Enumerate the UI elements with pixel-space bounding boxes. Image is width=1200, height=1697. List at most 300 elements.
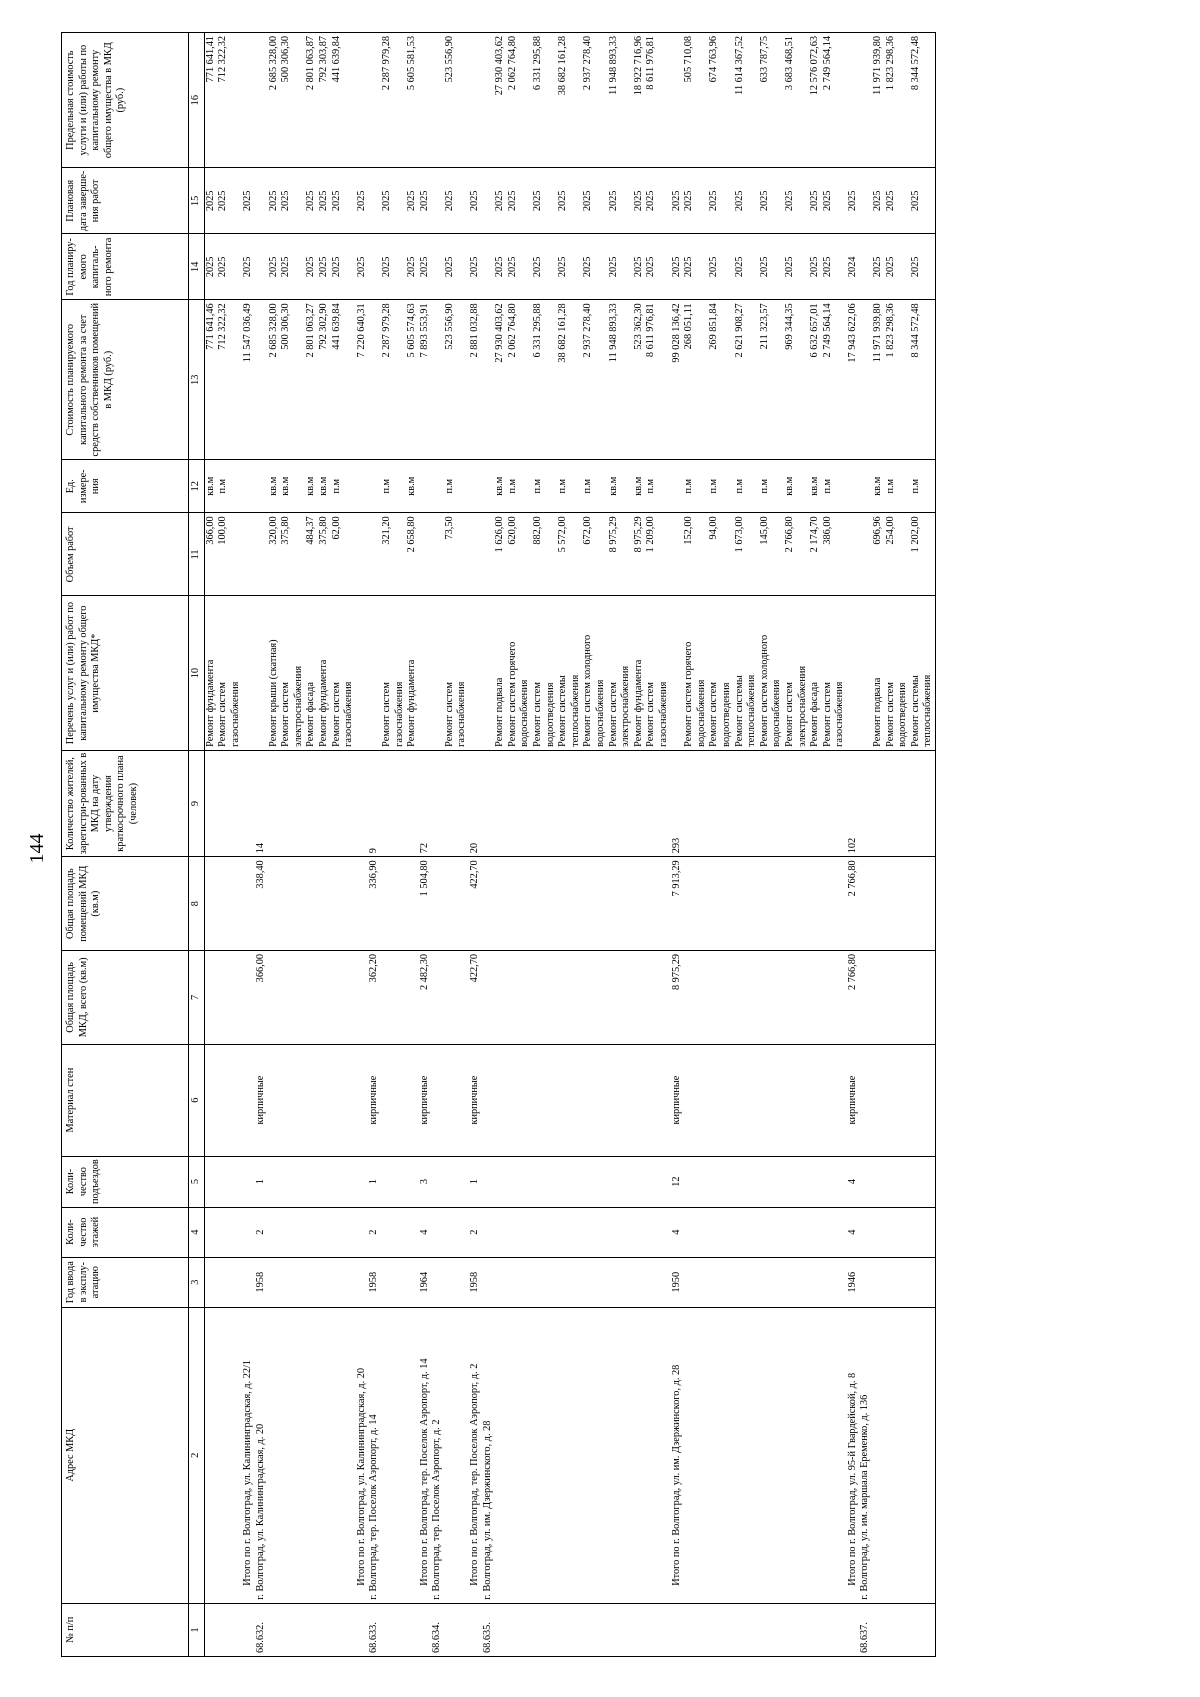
empty-cell: [444, 1156, 469, 1207]
empty-cell: [305, 857, 318, 951]
column-number: 14: [189, 234, 205, 300]
empty-cell: [683, 1207, 708, 1257]
cost-limit: 11 971 939,80: [872, 33, 885, 168]
repair-year: 2025: [708, 234, 733, 300]
work-type-cell: [582, 596, 607, 750]
building-header-row: [368, 33, 381, 1657]
empty-cell: [280, 1307, 305, 1603]
work-type-line: водоотведения: [897, 682, 909, 747]
repair-year: 2025: [633, 234, 646, 300]
unit: п.м: [683, 460, 708, 513]
work-volume: 8 975,29: [633, 513, 646, 596]
empty-cell: [910, 1603, 936, 1656]
cost-limit: 5 605 581,53: [406, 33, 419, 168]
cost-limit: 8 611 976,81: [645, 33, 670, 168]
empty-cell: [217, 857, 242, 951]
premises-area: 338,40: [255, 857, 268, 951]
total-area: 362,20: [368, 951, 381, 1045]
empty-cell: [683, 1603, 708, 1656]
header-cell: Стоимость планируемого капитального ремонта за счет средств собственников помещений в МКД (руб.): [62, 300, 189, 460]
empty-cell: [507, 1307, 532, 1603]
empty-cell: [809, 1603, 822, 1656]
empty-cell: [255, 234, 268, 300]
planned-cost: 6 632 657,01: [809, 300, 822, 460]
empty-cell: [482, 951, 495, 1045]
work-type-line: Ремонт системы: [733, 675, 745, 747]
building-total-row: [847, 33, 860, 1657]
planned-cost: 2 685 328,00: [268, 300, 281, 460]
empty-cell: [608, 1307, 633, 1603]
capital-repair-register-table: [61, 32, 936, 1657]
empty-cell: [242, 513, 255, 596]
unit: п.м: [645, 460, 670, 513]
empty-cell: [368, 596, 381, 750]
empty-cell: [582, 1044, 607, 1156]
planned-cost: 2 287 979,28: [381, 300, 406, 460]
completion-year: 2025: [469, 168, 482, 234]
building-total-row: [469, 33, 482, 1657]
empty-cell: [242, 857, 255, 951]
unit: п.м: [708, 460, 733, 513]
total-area: 8 975,29: [671, 951, 684, 1045]
unit: п.м: [217, 460, 242, 513]
work-item-row: [444, 33, 469, 1657]
empty-cell: [331, 1044, 356, 1156]
empty-cell: [532, 857, 557, 951]
empty-cell: [255, 300, 268, 460]
empty-cell: [217, 750, 242, 856]
wall-material: кирпичные: [671, 1044, 684, 1156]
building-total-row: [356, 33, 369, 1657]
building-address: г. Волгоград, ул. Калининградская, д. 20: [255, 1307, 268, 1603]
empty-cell: [822, 1603, 847, 1656]
empty-cell: [242, 33, 255, 168]
empty-cell: [381, 1257, 406, 1307]
work-volume: 882,00: [532, 513, 557, 596]
completion-year: 2025: [645, 168, 670, 234]
empty-cell: [305, 1044, 318, 1156]
empty-cell: [872, 750, 885, 856]
wall-material: кирпичные: [469, 1044, 482, 1156]
empty-cell: [633, 1156, 646, 1207]
work-type-line: теплоснабжения: [922, 674, 934, 747]
empty-cell: [494, 1207, 507, 1257]
empty-cell: [217, 1307, 242, 1603]
empty-cell: [859, 234, 872, 300]
empty-cell: [482, 33, 495, 168]
completion-year: 2025: [494, 168, 507, 234]
cost-limit: 18 922 716,96: [633, 33, 646, 168]
completion-year: 2025: [305, 168, 318, 234]
empty-cell: [683, 1156, 708, 1207]
empty-cell: [268, 1603, 281, 1656]
entrance-count: 3: [419, 1156, 432, 1207]
building-total-row: [242, 33, 255, 1657]
empty-cell: [482, 857, 495, 951]
premises-area: 336,90: [368, 857, 381, 951]
work-type-cell: [331, 596, 356, 750]
empty-cell: [204, 750, 217, 856]
empty-cell: [318, 1307, 331, 1603]
work-volume: 320,00: [268, 513, 281, 596]
work-type-cell: [885, 596, 910, 750]
total-cost: 99 028 136,42: [671, 300, 684, 460]
empty-cell: [482, 1044, 495, 1156]
empty-cell: [406, 857, 419, 951]
empty-cell: [734, 1044, 759, 1156]
empty-cell: [444, 750, 469, 856]
completion-year: 2025: [217, 168, 242, 234]
empty-cell: [671, 460, 684, 513]
building-header-row: [255, 33, 268, 1657]
empty-cell: [822, 857, 847, 951]
empty-cell: [381, 1603, 406, 1656]
work-volume: 94,00: [708, 513, 733, 596]
empty-cell: [280, 1207, 305, 1257]
empty-cell: [859, 1257, 872, 1307]
empty-cell: [784, 1603, 809, 1656]
empty-cell: [847, 33, 860, 168]
empty-cell: [608, 1603, 633, 1656]
empty-cell: [431, 1044, 444, 1156]
empty-cell: [381, 1156, 406, 1207]
completion-year: 2025: [318, 168, 331, 234]
empty-cell: [204, 1207, 217, 1257]
empty-cell: [255, 33, 268, 168]
empty-cell: [708, 951, 733, 1045]
repair-year: 2025: [331, 234, 356, 300]
repair-year: 2025: [507, 234, 532, 300]
empty-cell: [268, 1257, 281, 1307]
work-type-cell: [633, 596, 646, 750]
planned-cost: 792 302,90: [318, 300, 331, 460]
empty-cell: [507, 1156, 532, 1207]
empty-cell: [885, 1257, 910, 1307]
empty-cell: [885, 1603, 910, 1656]
empty-cell: [494, 857, 507, 951]
work-type-line: Ремонт подвала: [872, 677, 884, 747]
empty-cell: [557, 1603, 582, 1656]
header-cell: Ед. измере-ния: [62, 460, 189, 513]
repair-year: 2025: [204, 234, 217, 300]
empty-cell: [204, 1156, 217, 1207]
unit: п.м: [381, 460, 406, 513]
wall-material: кирпичные: [847, 1044, 860, 1156]
empty-cell: [444, 1257, 469, 1307]
empty-cell: [759, 857, 784, 951]
unit: п.м: [557, 460, 582, 513]
empty-cell: [557, 857, 582, 951]
empty-cell: [608, 1207, 633, 1257]
empty-cell: [671, 33, 684, 168]
empty-cell: [784, 951, 809, 1045]
empty-cell: [368, 513, 381, 596]
column-number: 12: [189, 460, 205, 513]
empty-cell: [708, 857, 733, 951]
empty-cell: [469, 33, 482, 168]
planned-cost: 2 801 063,27: [305, 300, 318, 460]
total-cost: 7 220 640,31: [356, 300, 369, 460]
empty-cell: [759, 1257, 784, 1307]
empty-cell: [683, 951, 708, 1045]
empty-cell: [608, 750, 633, 856]
work-type-line: Ремонт фасада: [305, 682, 317, 747]
empty-cell: [532, 1603, 557, 1656]
empty-cell: [872, 1257, 885, 1307]
total-cost: 17 943 622,06: [847, 300, 860, 460]
completion-year: 2025: [734, 168, 759, 234]
planned-cost: 6 331 295,88: [532, 300, 557, 460]
empty-cell: [582, 951, 607, 1045]
cost-limit: 505 710,08: [683, 33, 708, 168]
empty-cell: [318, 1156, 331, 1207]
total-label-cell: [356, 1307, 369, 1603]
empty-cell: [557, 1156, 582, 1207]
unit: п.м: [822, 460, 847, 513]
empty-cell: [885, 951, 910, 1045]
empty-cell: [872, 1603, 885, 1656]
repair-year: 2025: [885, 234, 910, 300]
unit: кв.м: [872, 460, 885, 513]
empty-cell: [318, 1257, 331, 1307]
repair-year: 2025: [268, 234, 281, 300]
empty-cell: [872, 1156, 885, 1207]
empty-cell: [759, 750, 784, 856]
work-volume: 375,80: [280, 513, 305, 596]
empty-cell: [381, 951, 406, 1045]
work-volume: 1 673,00: [734, 513, 759, 596]
empty-cell: [356, 1207, 369, 1257]
empty-cell: [431, 168, 444, 234]
empty-cell: [885, 1044, 910, 1156]
wall-material: кирпичные: [255, 1044, 268, 1156]
unit: п.м: [331, 460, 356, 513]
empty-cell: [708, 750, 733, 856]
column-number: 11: [189, 513, 205, 596]
empty-cell: [444, 951, 469, 1045]
building-address: г. Волгоград, ул. им. маршала Еременко, д. 136: [859, 1307, 872, 1603]
empty-cell: [557, 1257, 582, 1307]
empty-cell: [242, 1207, 255, 1257]
empty-cell: [242, 750, 255, 856]
empty-cell: [885, 857, 910, 951]
empty-cell: [242, 596, 255, 750]
empty-cell: [431, 951, 444, 1045]
work-type-line: Ремонт систем: [821, 682, 833, 747]
empty-cell: [305, 1603, 318, 1656]
empty-cell: [885, 1207, 910, 1257]
empty-cell: [381, 857, 406, 951]
empty-cell: [318, 750, 331, 856]
unit: кв.м: [633, 460, 646, 513]
work-item-row: [645, 33, 670, 1657]
planned-cost: 2 621 908,27: [734, 300, 759, 460]
empty-cell: [482, 513, 495, 596]
repair-year: 2025: [532, 234, 557, 300]
column-number: 16: [189, 33, 205, 168]
work-volume: 386,00: [822, 513, 847, 596]
completion-year: 2025: [885, 168, 910, 234]
empty-cell: [910, 857, 936, 951]
empty-cell: [406, 1207, 419, 1257]
empty-cell: [582, 1207, 607, 1257]
empty-cell: [482, 750, 495, 856]
floor-count: 4: [419, 1207, 432, 1257]
total-label: Итого по г. Волгоград, ул. 95-й Гвардейской, д. 8: [846, 1372, 858, 1586]
wall-material: кирпичные: [368, 1044, 381, 1156]
empty-cell: [759, 1044, 784, 1156]
work-type-line: Ремонт фасада: [809, 682, 821, 747]
work-item-row: [217, 33, 242, 1657]
empty-cell: [532, 1257, 557, 1307]
completion-year: 2025: [381, 168, 406, 234]
work-type-line: газоснабжения: [343, 681, 355, 747]
repair-year: 2025: [582, 234, 607, 300]
empty-cell: [532, 1156, 557, 1207]
work-type-line: Ремонт систем горячего: [683, 641, 695, 747]
empty-cell: [268, 1307, 281, 1603]
completion-year: 2025: [671, 168, 684, 234]
empty-cell: [532, 1207, 557, 1257]
work-volume: 2 658,80: [406, 513, 419, 596]
work-item-row: [708, 33, 733, 1657]
work-type-line: Ремонт систем: [217, 682, 229, 747]
work-volume: 5 572,00: [557, 513, 582, 596]
completion-year: 2025: [683, 168, 708, 234]
header-cell: Материал стен: [62, 1044, 189, 1156]
empty-cell: [406, 1603, 419, 1656]
empty-cell: [683, 857, 708, 951]
commission-year: 1950: [671, 1257, 684, 1307]
repair-year: 2025: [645, 234, 670, 300]
floor-count: 4: [847, 1207, 860, 1257]
empty-cell: [507, 951, 532, 1045]
repair-year: 2025: [406, 234, 419, 300]
completion-year: 2025: [204, 168, 217, 234]
work-type-line: газоснабжения: [657, 681, 669, 747]
empty-cell: [847, 1603, 860, 1656]
empty-cell: [608, 1156, 633, 1207]
empty-cell: [431, 513, 444, 596]
work-type-line: Ремонт фундамента: [632, 659, 644, 747]
empty-cell: [368, 33, 381, 168]
empty-cell: [431, 1207, 444, 1257]
resident-count: 9: [368, 750, 381, 856]
work-item-row: [809, 33, 822, 1657]
empty-cell: [381, 1207, 406, 1257]
column-number: 6: [189, 1044, 205, 1156]
work-type-line: Ремонт систем: [884, 682, 896, 747]
empty-cell: [482, 1257, 495, 1307]
empty-cell: [859, 513, 872, 596]
header-cell: Адрес МКД: [62, 1307, 189, 1603]
work-type-line: Ремонт систем: [532, 682, 544, 747]
header-cell: Год планиру-емого капиталь-ного ремонта: [62, 234, 189, 300]
empty-cell: [419, 33, 432, 168]
commission-year: 1946: [847, 1257, 860, 1307]
work-type-line: газоснабжения: [229, 681, 241, 747]
empty-cell: [268, 1207, 281, 1257]
empty-cell: [431, 1257, 444, 1307]
empty-cell: [444, 1044, 469, 1156]
cost-limit: 792 303,87: [318, 33, 331, 168]
planned-cost: 1 823 298,36: [885, 300, 910, 460]
work-type-cell: [784, 596, 809, 750]
unit: п.м: [910, 460, 936, 513]
work-type-line: водоснабжения: [519, 679, 531, 747]
total-label: Итого по г. Волгоград, ул. Калининградская, д. 22/1: [242, 1359, 254, 1586]
empty-cell: [708, 1257, 733, 1307]
work-type-line: водоснабжения: [595, 679, 606, 747]
total-label: Итого по г. Волгоград, тер. Поселок Аэропорт, д. 2: [469, 1363, 481, 1586]
empty-cell: [431, 750, 444, 856]
empty-cell: [318, 1207, 331, 1257]
empty-cell: [368, 168, 381, 234]
work-item-row: [204, 33, 217, 1657]
planned-cost: 11 971 939,80: [872, 300, 885, 460]
resident-count: 102: [847, 750, 860, 856]
cost-limit: 1 823 298,36: [885, 33, 910, 168]
repair-year: 2025: [759, 234, 784, 300]
empty-cell: [368, 300, 381, 460]
repair-year: 2025: [444, 234, 469, 300]
total-label-cell: [469, 1307, 482, 1603]
repair-year: 2025: [381, 234, 406, 300]
empty-cell: [305, 1257, 318, 1307]
row-number: 68.633.: [368, 1603, 381, 1656]
empty-cell: [809, 1307, 822, 1603]
planned-cost: 712 322,32: [217, 300, 242, 460]
floor-count: 4: [671, 1207, 684, 1257]
work-type-cell: [645, 596, 670, 750]
empty-cell: [708, 1044, 733, 1156]
unit: кв.м: [280, 460, 305, 513]
repair-year: 2024: [847, 234, 860, 300]
repair-year: 2025: [671, 234, 684, 300]
empty-cell: [859, 300, 872, 460]
completion-year: 2025: [633, 168, 646, 234]
empty-cell: [217, 1257, 242, 1307]
total-area: 422,70: [469, 951, 482, 1045]
empty-cell: [557, 1044, 582, 1156]
work-item-row: [305, 33, 318, 1657]
unit: кв.м: [318, 460, 331, 513]
header-cell: Общая площадь помещений МКД (кв.м): [62, 857, 189, 951]
cost-limit: 500 306,30: [280, 33, 305, 168]
empty-cell: [268, 951, 281, 1045]
empty-cell: [557, 750, 582, 856]
empty-cell: [381, 1044, 406, 1156]
commission-year: 1958: [368, 1257, 381, 1307]
empty-cell: [494, 1257, 507, 1307]
cost-limit: 11 948 893,33: [608, 33, 633, 168]
header-cell: Предельная стоимость услуги и (или) работы по капитальному ремонту общего имущества в МКД (руб.): [62, 33, 189, 168]
work-type-line: Ремонт систем: [443, 682, 455, 747]
empty-cell: [582, 1307, 607, 1603]
empty-cell: [494, 951, 507, 1045]
empty-cell: [482, 460, 495, 513]
work-item-row: [633, 33, 646, 1657]
work-item-row: [331, 33, 356, 1657]
empty-cell: [255, 168, 268, 234]
unit: кв.м: [608, 460, 633, 513]
work-type-line: газоснабжения: [393, 681, 405, 747]
row-number: 68.635.: [482, 1603, 495, 1656]
work-type-cell: [204, 596, 217, 750]
empty-cell: [356, 33, 369, 168]
total-label-cell: [847, 1307, 860, 1603]
planned-cost: 11 948 893,33: [608, 300, 633, 460]
